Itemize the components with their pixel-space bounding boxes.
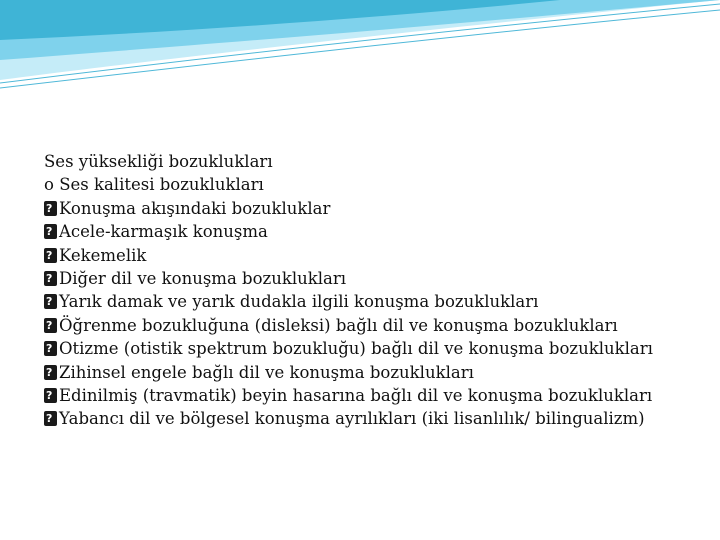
line-text: Otizme (otistik spektrum bozukluğu) bağlı dil ve konuşma bozuklukları bbox=[59, 339, 653, 359]
missing-glyph-icon bbox=[44, 411, 57, 426]
bulleted-line bbox=[44, 407, 704, 430]
bulleted-line bbox=[44, 384, 704, 407]
missing-glyph-icon bbox=[44, 201, 57, 216]
missing-glyph-icon bbox=[44, 365, 57, 380]
missing-glyph-icon bbox=[44, 224, 57, 239]
line-text: Yabancı dil ve bölgesel konuşma ayrılıkları (iki lisanlılık/ bilingualizm) bbox=[59, 409, 645, 429]
header-wave-decoration bbox=[0, 0, 720, 100]
line-text: Diğer dil ve konuşma bozuklukları bbox=[59, 269, 347, 289]
bulleted-line bbox=[44, 220, 704, 243]
line-text: Konuşma akışındaki bozukluklar bbox=[59, 198, 331, 218]
text-line bbox=[44, 173, 704, 196]
circle-bullet: o bbox=[44, 175, 60, 195]
line-text: Ses yüksekliği bozuklukları bbox=[44, 152, 273, 171]
line-text: Zihinsel engele bağlı dil ve konuşma bozuklukları bbox=[59, 362, 474, 382]
line-text: Öğrenme bozukluğuna (disleksi) bağlı dil ve konuşma bozuklukları bbox=[59, 315, 618, 335]
line-text: Acele-karmaşık konuşma bbox=[59, 222, 268, 242]
line-text: Ses kalitesi bozuklukları bbox=[59, 175, 264, 195]
line-text: Yarık damak ve yarık dudakla ilgili konuşma bozuklukları bbox=[59, 292, 539, 312]
bulleted-line bbox=[44, 337, 704, 360]
line-text: Kekemelik bbox=[59, 245, 147, 265]
missing-glyph-icon bbox=[44, 318, 57, 333]
missing-glyph-icon bbox=[44, 294, 57, 309]
text-line bbox=[44, 150, 704, 173]
missing-glyph-icon bbox=[44, 271, 57, 286]
bulleted-line bbox=[44, 361, 704, 384]
line-text: Edinilmiş (travmatik) beyin hasarına bağlı dil ve konuşma bozuklukları bbox=[59, 386, 653, 406]
bulleted-line bbox=[44, 314, 704, 337]
missing-glyph-icon bbox=[44, 248, 57, 263]
bulleted-line bbox=[44, 267, 704, 290]
slide-content bbox=[44, 150, 704, 431]
bulleted-line bbox=[44, 197, 704, 220]
missing-glyph-icon bbox=[44, 388, 57, 403]
bulleted-line bbox=[44, 290, 704, 313]
missing-glyph-icon bbox=[44, 341, 57, 356]
bulleted-line bbox=[44, 244, 704, 267]
